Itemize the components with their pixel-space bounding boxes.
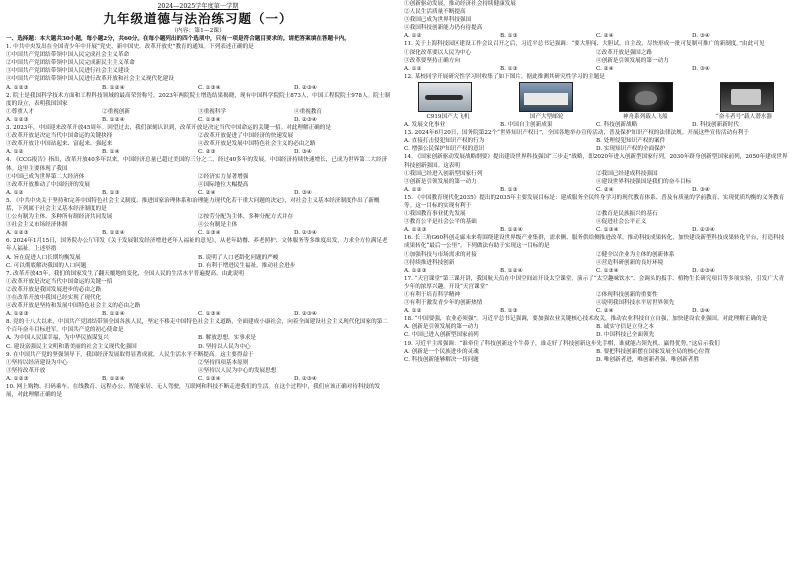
answer-choice: C. ②③ bbox=[198, 149, 216, 156]
question bbox=[404, 275, 788, 315]
question-option: ④公有制是主体 bbox=[198, 222, 238, 229]
answer-choices bbox=[404, 121, 788, 129]
option-row bbox=[404, 170, 788, 178]
answer-choices bbox=[404, 307, 788, 315]
answer-choice: B. ①②④ bbox=[500, 267, 523, 274]
option-row bbox=[404, 259, 788, 267]
school-year: 2024—2025学年度第一学期 bbox=[157, 3, 239, 10]
answer-choices bbox=[6, 189, 390, 197]
option-row bbox=[6, 213, 390, 221]
question bbox=[404, 234, 788, 274]
question bbox=[6, 197, 390, 237]
answer-choices bbox=[6, 148, 390, 156]
answer-choice: A. ①②③ bbox=[6, 230, 29, 237]
question-stem: 18. “中国要强，农业必须强”。习近平总书记强调，要加强农业关键核心技术攻关，推动农业科技自立自强，加快建设农业强国。对此理解正确的是 bbox=[404, 316, 768, 323]
photo-4 bbox=[720, 82, 774, 112]
question-option: ④促进社会公平正义 bbox=[596, 219, 647, 226]
answer-choice: D. ③④ bbox=[692, 33, 710, 40]
answer-choice: B. ①③ bbox=[500, 33, 518, 40]
question-option: ④坚持以人民为中心的发展思想 bbox=[198, 367, 277, 374]
question-stem: ②人民生活质量不断提高 bbox=[404, 9, 466, 16]
option-row bbox=[6, 262, 390, 270]
answer-choice: D. ②③④ bbox=[294, 116, 317, 123]
option-row bbox=[6, 108, 390, 116]
answer-choice: D. ②③④ bbox=[294, 230, 317, 237]
question-stem: 9. 在中国共产党的坚强领导下，我国经济发展取得显著成就，人民生活水平不断提高。这主要得益于 bbox=[6, 351, 254, 358]
question-stem: 3. 2023年，中国迎来改革开放45周年。回望过去，我们深刻认识到，改革开放是决定当代中国命运的关键一招。对此理解正确的是 bbox=[6, 125, 331, 132]
question bbox=[404, 0, 788, 40]
photo-3 bbox=[619, 82, 673, 112]
answer-choice: D. ③④ bbox=[294, 149, 312, 156]
question-option: ①有利于培育科学精神 bbox=[404, 292, 460, 298]
answer-choice: D. ③④ bbox=[692, 308, 710, 315]
answer-choice: B. ①②④ bbox=[102, 230, 125, 237]
answer-choice: B. ①③ bbox=[500, 65, 518, 72]
question bbox=[404, 153, 788, 193]
image-captions bbox=[404, 113, 788, 121]
question bbox=[404, 194, 788, 234]
question-option: A. 直接打击侵犯知识产权的行为 bbox=[404, 138, 485, 145]
question-option: ①公有制为主体、多种所有制经济共同发展 bbox=[6, 214, 113, 221]
question-option: ①中国已成为世界第二大经济体 bbox=[6, 173, 85, 180]
question-stem: 1. 中共中央发出在全国青少年中开展“党史、新中国史、改革开放史”教育的通知。下列表述正确的是 bbox=[6, 44, 254, 51]
option-row bbox=[6, 181, 390, 189]
answer-choice: C. ②④ bbox=[596, 33, 614, 40]
answer-choice: D. 科技创新新时代 bbox=[692, 122, 739, 129]
answer-choice: D. ③④ bbox=[692, 65, 710, 72]
question-option: ③中国共产党团结带领中国人民进行社会主义建设 bbox=[6, 68, 130, 75]
question bbox=[6, 351, 390, 383]
question-option: D. 有利于增进民生福祉，推动社会进步 bbox=[198, 262, 296, 269]
answer-choices bbox=[6, 229, 390, 237]
question-option: ③重视科学 bbox=[198, 108, 226, 115]
answer-choice: D. ③④ bbox=[294, 189, 312, 196]
question-option: ①坚持以经济建设为中心 bbox=[6, 359, 68, 366]
answer-choice: C. ①③④ bbox=[596, 227, 619, 234]
option-row bbox=[6, 173, 390, 181]
question-option: D. 中国科技已全面领先 bbox=[596, 332, 655, 339]
image-strip bbox=[404, 82, 788, 112]
question-option: A. 创新是引领发展的第一动力 bbox=[404, 324, 479, 331]
image-caption: 神舟系列载人飞船 bbox=[622, 113, 668, 120]
question-list-right bbox=[404, 0, 788, 364]
question-option: C. 增强公民保护知识产权的意识 bbox=[404, 146, 485, 153]
answer-choice: C. ①③④ bbox=[198, 311, 221, 318]
question-stem: 12. 某校同学开展研究性学习时收集了如下图片，据此推测其研究性学习的主题是 bbox=[404, 73, 605, 80]
option-row bbox=[404, 356, 788, 364]
option-row bbox=[404, 49, 788, 57]
option-row bbox=[404, 178, 788, 186]
answer-choice: C. ②④ bbox=[198, 189, 216, 196]
question-option: ②按劳分配为主体、多种分配方式并存 bbox=[198, 214, 294, 221]
answer-choice: B. ①③ bbox=[102, 189, 120, 196]
photo-2 bbox=[519, 82, 573, 112]
option-row bbox=[6, 132, 390, 140]
answer-choice: A. ①②③ bbox=[6, 311, 29, 318]
answer-choice: C. ①③④ bbox=[198, 375, 221, 382]
question-option: ③在改革开放中我国已经实现了现代化 bbox=[6, 295, 102, 301]
answer-choice: B. ①②④ bbox=[500, 227, 523, 234]
question-stem: ④我国科技创新能力仍有待提高 bbox=[404, 25, 483, 32]
option-row bbox=[404, 348, 788, 356]
question-option: ③改革开放推动了中国经济的发展 bbox=[6, 181, 90, 188]
question-stem: ③我国已成为世界科技强国 bbox=[404, 17, 472, 24]
exam-title: 九年级道德与法治练习题（一） bbox=[103, 11, 293, 26]
answer-choice: A. ①②③ bbox=[404, 227, 427, 234]
answer-choices bbox=[6, 84, 390, 92]
question-stem: 2. 院士是我国科学技术方面和工程科技领域的最高荣誉称号。2023年两院院士增选结果揭晓，现有中国科学院院士873人，中国工程院院士978人。院士制度的设立，表明我国国家 bbox=[6, 92, 390, 107]
question-option: ①中国共产党团结带领中国人民完成社会主义革命 bbox=[6, 52, 130, 59]
answer-choice: A. ①②③ bbox=[404, 267, 427, 274]
question bbox=[404, 129, 788, 153]
answer-choice: C. ①③④ bbox=[198, 230, 221, 237]
question-option: ①改革开放是决定当代中国命运的关键抉择 bbox=[6, 133, 113, 140]
answer-choice: B. ①③ bbox=[500, 186, 518, 193]
answer-choice: A. ①② bbox=[404, 33, 422, 40]
question-option: B. 要把科技创新摆在国家发展全局的核心位置 bbox=[596, 348, 710, 355]
option-row bbox=[6, 367, 390, 375]
question-stem: 16. 长三角G60科创走廊未来将围绕建设世界级产业集群，需求侧、服务供给侧推进改革。推动科技成果转化，加快建设新型科技成果转化平台，打造科技成果转化“最后一公里”。下列做法有助于实现这一目标的是 bbox=[404, 235, 785, 250]
question bbox=[404, 40, 788, 72]
image-caption: C919国产大飞机 bbox=[426, 113, 470, 120]
question-option: ②体现科技创新的重要性 bbox=[596, 292, 658, 298]
option-row bbox=[404, 137, 788, 145]
question-option: D. 坚持以人民为中心 bbox=[198, 343, 251, 350]
question-stem: ①创新驱动发展，推动经济社会持续健康发展 bbox=[404, 1, 516, 7]
answer-choice: B. ①②④ bbox=[102, 375, 125, 382]
question-option: C. 可以彻底解决我国的人口问题 bbox=[6, 262, 87, 269]
question-option: ③教育公平是社会公平的基础 bbox=[404, 219, 477, 226]
question-option: ④改革开放是坚持和发展中国特色社会主义的必由之路 bbox=[6, 303, 141, 310]
question-option: C. 科技创新能够解决一切问题 bbox=[404, 356, 479, 363]
question-option: A. 旨在促进人口长期均衡发展 bbox=[6, 254, 81, 261]
answer-choice: B. ①④ bbox=[102, 149, 120, 156]
option-row bbox=[6, 334, 390, 342]
option-row bbox=[6, 254, 390, 262]
question-option: ②重视创新 bbox=[102, 108, 130, 115]
question-option: B. 解放思想，实事求是 bbox=[198, 335, 257, 342]
question-option: ②我国已经建成科技强国 bbox=[596, 170, 658, 177]
option-row bbox=[6, 221, 390, 229]
question-stem: 10. 网上购物、扫码乘车、在线教育、远程办公、智能家居、无人驾驶，互联网和科技不断走进我们的生活。在这个过程中，我们应该正确对待科技的发展，对此理解正确的是 bbox=[6, 384, 381, 399]
answer-choice: A. ①②③ bbox=[6, 375, 29, 382]
answer-choice: A. ①②③ bbox=[6, 84, 29, 91]
photo-1 bbox=[418, 82, 472, 112]
answer-choice: C. ①③④ bbox=[198, 84, 221, 91]
question-option: ②健全以企业为主体的创新体系 bbox=[596, 251, 675, 258]
question-option: B. 诚实守信是立身之本 bbox=[596, 324, 655, 331]
question bbox=[404, 73, 788, 129]
question-option: ②改革开放是我国发展进步的必由之路 bbox=[6, 286, 102, 293]
answer-choice: C. ②④ bbox=[596, 308, 614, 315]
question-option: A. 创新是一个民族进步的灵魂 bbox=[404, 348, 479, 355]
option-row bbox=[404, 145, 788, 153]
answer-choices bbox=[6, 310, 390, 318]
answer-choice: D. ②③④ bbox=[294, 375, 317, 382]
content-range: （内容：第1—2课） bbox=[171, 28, 225, 34]
question-option: C. 建设富强民主文明和谐美丽的社会主义现代化强国 bbox=[6, 343, 137, 350]
image-caption: 国产大型邮轮 bbox=[529, 113, 564, 120]
answer-choices bbox=[404, 226, 788, 234]
answer-choices bbox=[6, 375, 390, 383]
option-row bbox=[404, 218, 788, 226]
answer-choice: D. ②③④ bbox=[294, 84, 317, 91]
answer-choices bbox=[404, 267, 788, 275]
answer-choice: A. ①② bbox=[404, 65, 422, 72]
question-option: ①改革开放是决定当代中国命运的关键一招 bbox=[6, 278, 113, 285]
question bbox=[404, 315, 788, 339]
question-stem: 6. 2024年1月15日，国务院办公厅印发《关于发展银发经济增进老年人福祉的意见》，从老年助餐、养老照护、文体服务等多维度出发，力求全方位满足老年人福祉。上述举措 bbox=[6, 238, 388, 253]
option-row bbox=[404, 323, 788, 331]
question-option: C. 中国已进入创新型国家前列 bbox=[404, 332, 479, 339]
answer-choice: C. 科技创新战略 bbox=[596, 122, 638, 129]
question-stem: 17. “天宫课堂”第三课开讲，我国航天员在中国空间站开设太空课堂，演示了“太空趣味饮水”、会调头的扳手、植物生长研究项目等多项实验，引发广大青少年的浓厚兴趣。开设“天宫课堂” bbox=[404, 275, 785, 290]
question bbox=[6, 237, 390, 269]
question bbox=[6, 124, 390, 156]
question bbox=[404, 340, 788, 364]
question-option: A. 为中国人民谋幸福，为中华民族谋复兴 bbox=[6, 335, 109, 342]
question-stem: 5. 《中共中央关于坚持和完善中国特色社会主义制度、推进国家治理体系和治理能力现代化若干重大问题的决定》，对社会主义基本经济制度作出了新概括，下列属于社会主义基本经济制度的是 bbox=[6, 197, 380, 212]
question-option: B. 处理侵犯知识产权的案件 bbox=[596, 138, 666, 145]
question-option: ④创新是引领发展的第一动力 bbox=[596, 57, 669, 64]
answer-choice: D. ②③④ bbox=[692, 227, 715, 234]
option-row bbox=[404, 251, 788, 259]
question-option: ①尊重人才 bbox=[6, 108, 34, 115]
answer-choice: C. ②④ bbox=[596, 186, 614, 193]
answer-choice: A. ①②③ bbox=[6, 116, 29, 123]
question-option: ③社会主义市场经济体制 bbox=[6, 222, 68, 229]
answer-choices bbox=[6, 116, 390, 124]
answer-choice: A. ①② bbox=[404, 186, 422, 193]
column-divider bbox=[396, 0, 397, 561]
answer-choices bbox=[404, 32, 788, 40]
option-row bbox=[404, 57, 788, 65]
question-stem: 11. 关于上海科技园区建设工作会议召开之后，习近平总书记强调：“要大胆闯、大胆试、自主改，尽快形成一批可复制可推广的新制度。”由此可见 bbox=[404, 41, 765, 48]
question-option: ②教育是民族振兴的基石 bbox=[596, 211, 658, 218]
question-option: ④改革开放是发展中国特色社会主义的必由之路 bbox=[198, 141, 316, 148]
answer-choice: B. 中国自主创新成果 bbox=[500, 122, 553, 129]
question-stem: 7. 改革开放45年，我们的国家发生了翻天覆地的变化，全国人民的生活水平普遍提高。由此说明 bbox=[6, 270, 244, 277]
question-option: ③持续推进科技创新 bbox=[404, 259, 455, 266]
answer-choice: B. ①②④ bbox=[102, 84, 125, 91]
question-option: ④说明我国科技水平居世界领先 bbox=[596, 300, 675, 307]
question-option: ②改革开放是强国之路 bbox=[596, 49, 652, 56]
question-list-left bbox=[6, 43, 390, 399]
answer-choice: A. ①② bbox=[6, 149, 24, 156]
question-option: ②改革开放促进了中国经济的快速发展 bbox=[198, 133, 294, 140]
question bbox=[6, 92, 390, 124]
question-option: ②坚持四项基本原则 bbox=[198, 359, 249, 366]
answer-choice: A. ①② bbox=[404, 308, 422, 315]
answer-choice: D. ②③④ bbox=[294, 311, 317, 318]
question-stem: 15. 《中国教育现代化2035》提出的2035年主要发展目标是：建成服务全民终身学习的现代教育体系、普及有质量的学前教育、实现优质均衡的义务教育等。这一目标的实现有利于 bbox=[404, 194, 785, 209]
question-option: B. 说明了人口老龄化问题的严峻 bbox=[198, 254, 279, 261]
question-option: ④建设世界科技强国是我们的奋斗目标 bbox=[596, 178, 692, 185]
answer-choice: D. ②③④ bbox=[692, 267, 715, 274]
image-caption: “奋斗者号”载人潜水器 bbox=[715, 113, 772, 120]
question-stem: 4. 《CCG报告》指出，改革开放40多年以来，中国经济总量已超过美国的三分之二，经过40多年的发展，中国经济持续快速增长，已成为世界第二大经济体。这里主要体现了我国 bbox=[6, 157, 388, 172]
answer-choice: C. ①③④ bbox=[596, 267, 619, 274]
right-column bbox=[404, 0, 788, 561]
answer-choice: A. ①② bbox=[6, 189, 24, 196]
question-option: ②中国共产党团结带领中国人民完成新民主主义革命 bbox=[6, 60, 135, 67]
question-option: ③坚持改革开放 bbox=[6, 367, 46, 374]
answer-choice: A. 发展文化事业 bbox=[404, 122, 446, 129]
option-row bbox=[6, 140, 390, 148]
question-option: ④重视教育 bbox=[294, 108, 322, 115]
answer-choice: B. ①③ bbox=[500, 308, 518, 315]
question-option: ①我国教育事业优先发展 bbox=[404, 211, 466, 218]
question bbox=[6, 270, 390, 319]
question bbox=[6, 318, 390, 350]
question bbox=[6, 383, 390, 399]
question-stem: 8. 党的十八大以来，中国共产党团结带领全国各族人民，坚定不移走中国特色社会主义道路，全面建成小康社会，向着全面建设社会主义现代化国家的第二个百年奋斗目标进军。中国共产党的初心使命是 bbox=[6, 319, 388, 334]
question-option: D. 实现知识产权的全面保护 bbox=[596, 146, 666, 153]
question bbox=[6, 43, 390, 92]
question-option: ④营造科研创新的良好环境 bbox=[596, 259, 664, 266]
question-option: D. 唯创新者进，唯创新者强，唯创新者胜 bbox=[596, 356, 699, 363]
question bbox=[6, 156, 390, 196]
answer-choice: D. ③④ bbox=[692, 186, 710, 193]
question-option: ③有利于激发青少年的创新热情 bbox=[404, 300, 483, 307]
option-row bbox=[6, 343, 390, 351]
answer-choice: C. ①③④ bbox=[198, 116, 221, 123]
left-column bbox=[6, 0, 390, 561]
question-option: ③改革开放让中国站起来、富起来、强起来 bbox=[6, 141, 113, 148]
question-option: ④国际地位大幅提高 bbox=[198, 181, 249, 188]
question-option: ①加强科技与市场需求的对接 bbox=[404, 251, 477, 258]
option-row bbox=[404, 291, 788, 299]
answer-choice: B. ①②④ bbox=[102, 311, 125, 318]
question-option: ①我国已经进入创新型国家行列 bbox=[404, 170, 483, 177]
answer-choices bbox=[404, 65, 788, 73]
question-option: ①深化改革要以人民为中心 bbox=[404, 49, 472, 56]
option-row bbox=[6, 359, 390, 367]
answer-choice: B. ①②④ bbox=[102, 116, 125, 123]
question-option: ③改革要坚持正确方向 bbox=[404, 57, 460, 64]
answer-choice: C. ②④ bbox=[596, 65, 614, 72]
question-option: ③创新是引领发展的第一动力 bbox=[404, 178, 477, 185]
answer-choices bbox=[404, 186, 788, 194]
question-option: ②经济实力显著增强 bbox=[198, 173, 249, 180]
option-row bbox=[404, 299, 788, 307]
question-option: ④中国共产党团结带领中国人民进行改革开放和社会主义现代化建设 bbox=[6, 76, 174, 83]
exam-header bbox=[6, 2, 390, 35]
section-heading: 一、选择题：本大题共30小题，每小题2分，共60分。在每小题列出的四个选项中，只有一项是符合题目要求的。请把答案填在答题卡内。 bbox=[6, 36, 350, 42]
question-stem: 13. 2024年6月20日，国务院第22个“世界知识产权日”，全国各地举办宣传活动，普及保护知识产权的法律法规。开展这些宣传活动有利于 bbox=[404, 130, 749, 137]
option-row bbox=[404, 210, 788, 218]
option-row bbox=[404, 331, 788, 339]
question-stem: 19. 习近平主席强调：“谁牵住了科技创新这个牛鼻子，谁走好了科技创新这步先手棋，谁就能占领先机、赢得优势。”这启示我们 bbox=[404, 340, 720, 347]
question-stem: 14. 《国家创新驱动发展战略纲要》提出建设世界科技强国“三步走”战略，即2020年进入创新型国家行列，2030年跻身创新型国家前列，2050年建成世界科技创新强国。这表明 bbox=[404, 154, 788, 169]
